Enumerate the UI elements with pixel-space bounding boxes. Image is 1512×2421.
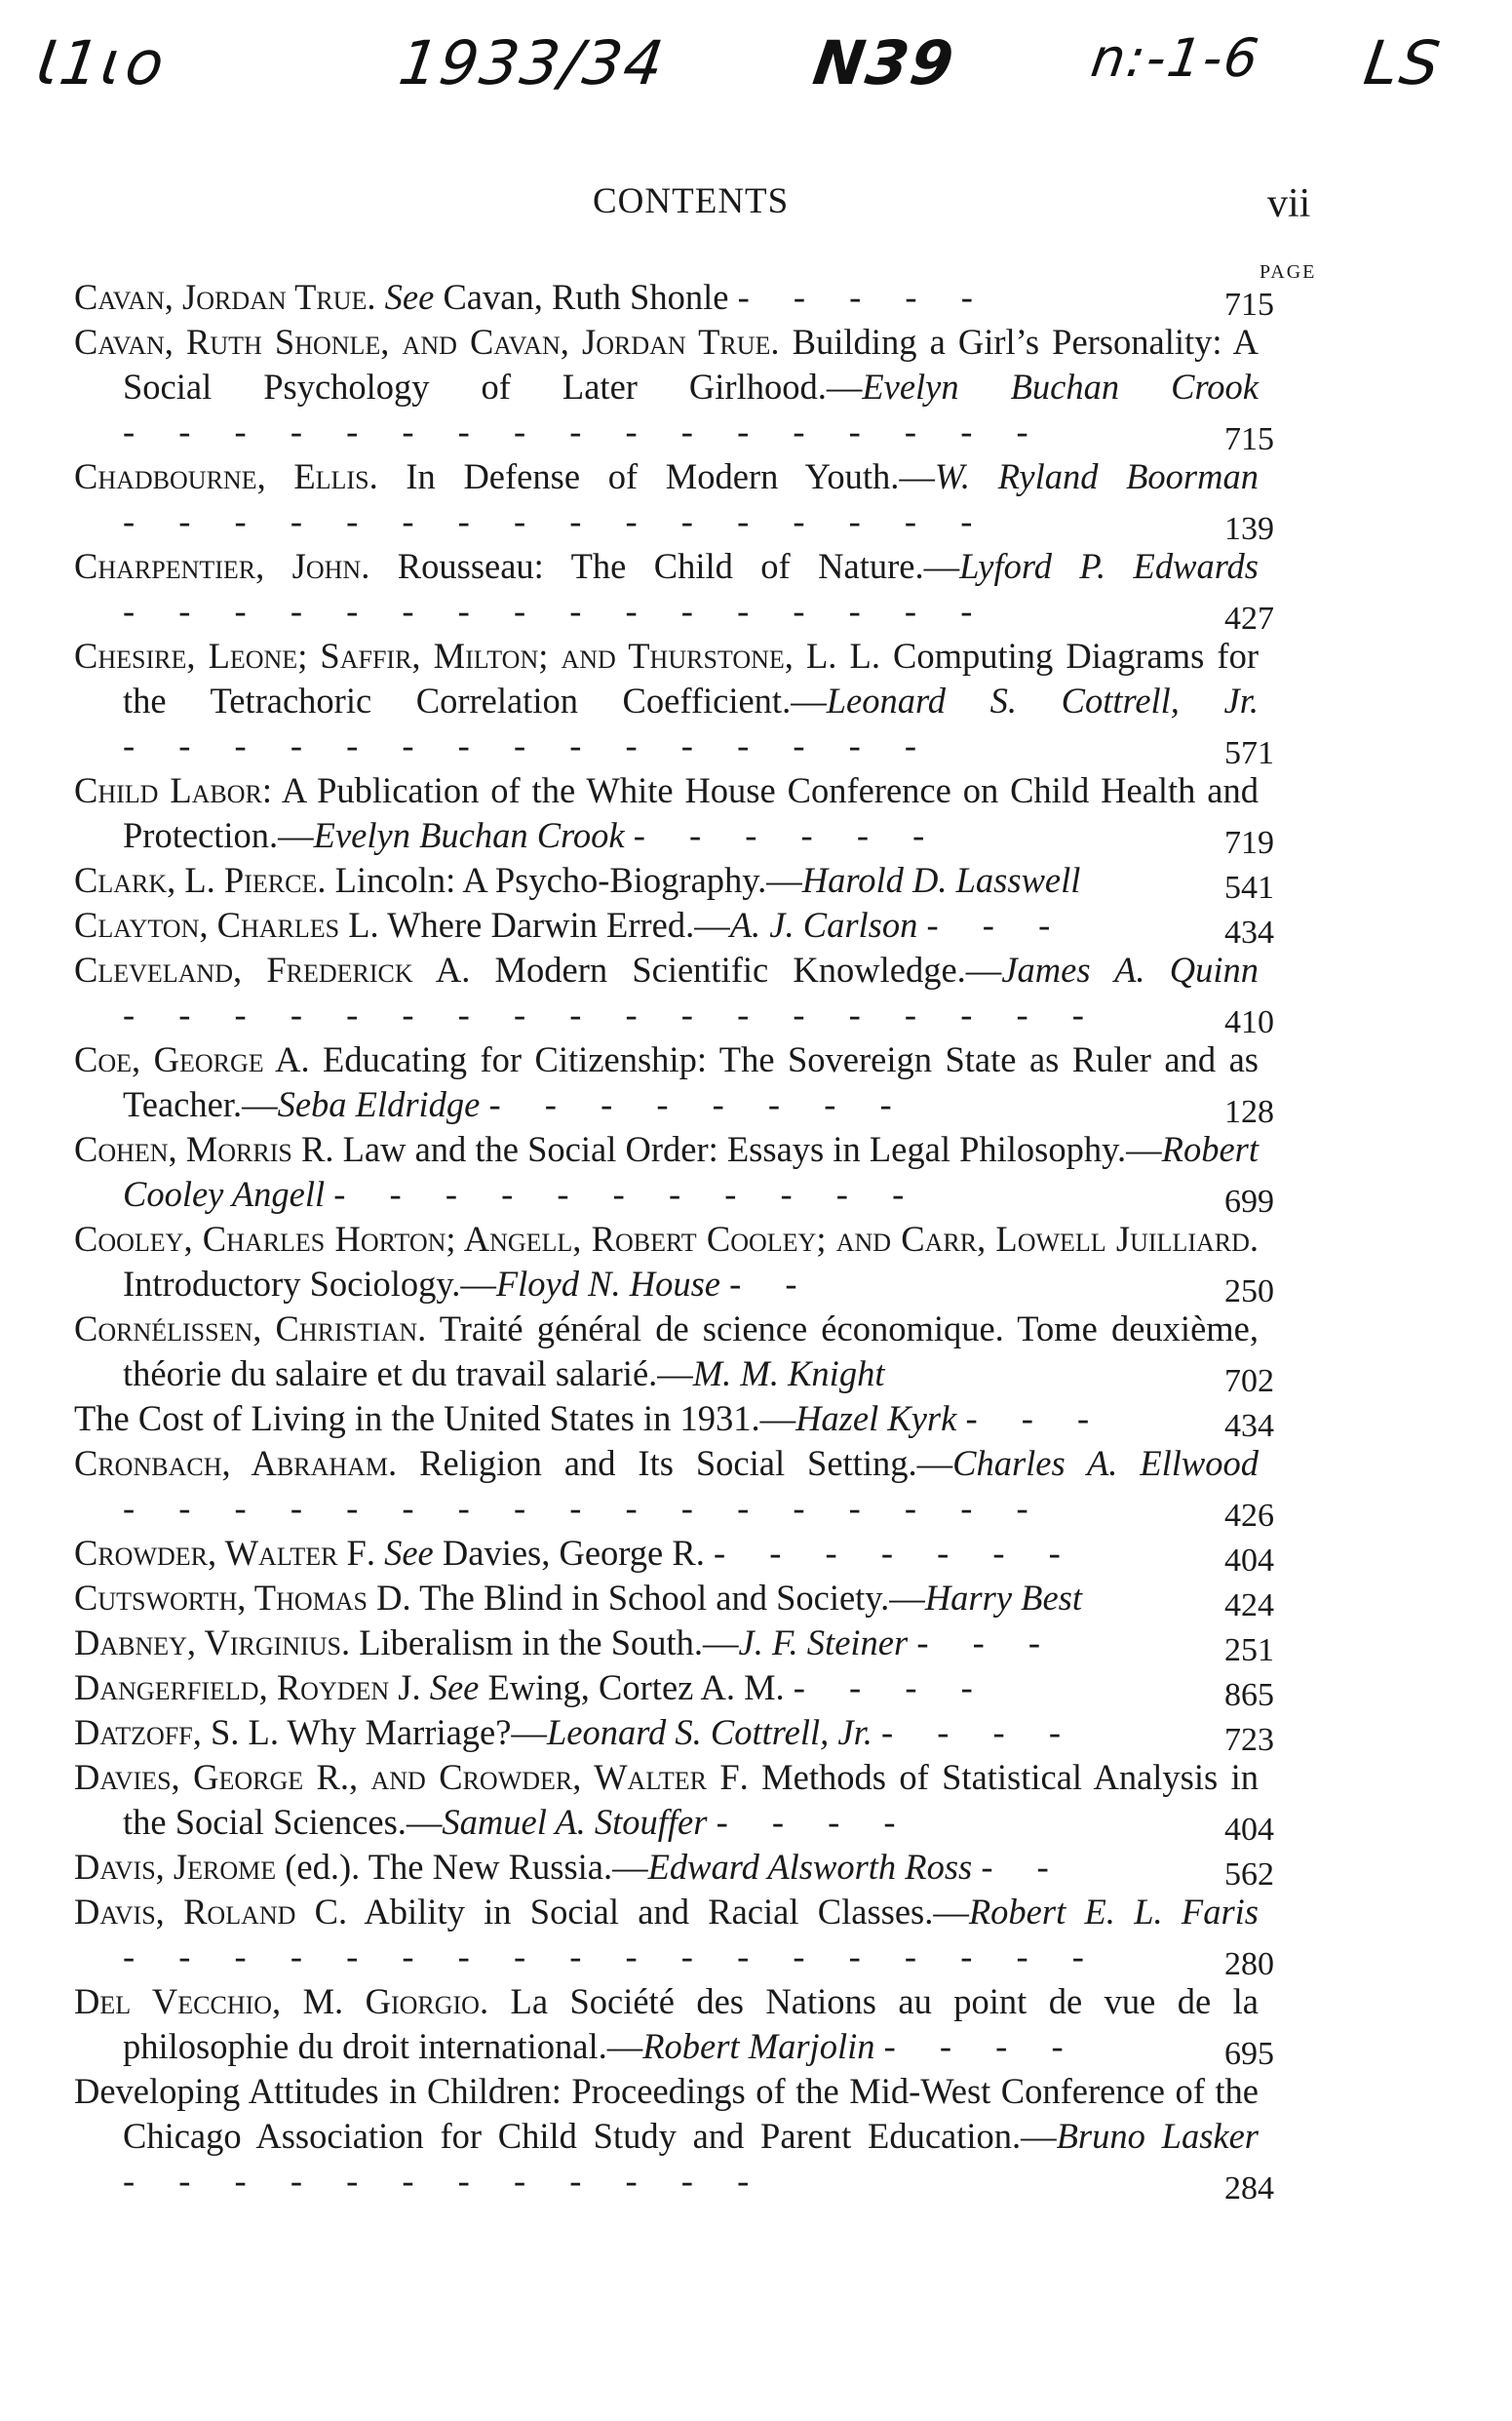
entry-reviewer: Lyford P. Edwards <box>959 546 1259 586</box>
entry-page-number: 702 <box>1224 1363 1274 1399</box>
entry-text-segment: Developing Attitudes in Children: Proceedings of the Mid-West Conference of the Chicago Association for Child Study and Parent Education.— <box>74 2071 1259 2156</box>
entry-page-number: 715 <box>1224 421 1274 457</box>
entry-author: Dabney, Virginius <box>74 1622 341 1662</box>
dot-leader: - - - <box>926 905 1068 945</box>
entry-page-number: 541 <box>1224 870 1274 906</box>
entry-citation <box>74 1441 1259 1531</box>
dot-leader: - - - - - <box>737 277 990 317</box>
entry-citation <box>74 768 1259 858</box>
entry-page-number: 723 <box>1224 1722 1274 1758</box>
contents-entry <box>74 1441 1332 1534</box>
contents-entry <box>74 1396 1332 1444</box>
contents-list <box>74 275 1332 2204</box>
entry-text-segment: . Traité général de science économique. Tome deuxième, théorie du salaire et du travail salarié.— <box>123 1308 1259 1393</box>
entry-citation <box>74 1037 1259 1127</box>
margin-note: n:-1-6 <box>1087 27 1264 89</box>
dot-leader: - - - - - - - - - - - - - - - - - - <box>123 995 1102 1035</box>
entry-text-segment <box>707 1802 716 1842</box>
handwritten-margin-notes <box>0 27 1512 135</box>
entry-citation <box>74 1621 1259 1665</box>
contents-entry <box>74 454 1332 547</box>
dot-leader: - - - - <box>880 1712 1078 1752</box>
entry-author: Cavan, Ruth Shonle, and Cavan, Jordan True <box>74 322 771 362</box>
contents-entry <box>74 1979 1332 2072</box>
entry-text-segment <box>625 815 634 855</box>
entry-author: Cronbach, Abraham <box>74 1443 389 1483</box>
contents-entry <box>74 1621 1332 1668</box>
entry-page-number: 404 <box>1224 1542 1274 1579</box>
entry-reviewer: Harold D. Lasswell <box>801 860 1081 900</box>
entry-reviewer: A. J. Carlson <box>729 905 918 945</box>
dot-leader: - - - - - - - - - - - - - - - - - <box>123 1488 1046 1528</box>
entry-citation <box>74 275 1259 320</box>
contents-entry <box>74 1037 1332 1130</box>
entry-author: Cavan, Jordan True <box>74 277 368 317</box>
dot-leader: - - - - - - - - - - - - - - - - - <box>123 411 1046 451</box>
entry-citation <box>74 948 1259 1037</box>
margin-note: 1933/34 <box>394 27 670 98</box>
dot-leader: - - - - <box>883 2026 1081 2066</box>
dot-leader: - - - <box>965 1398 1107 1438</box>
entry-author: Crowder, Walter F <box>74 1533 367 1573</box>
contents-entry <box>74 1576 1332 1621</box>
entry-reviewer: See <box>384 1533 434 1573</box>
entry-page-number: 719 <box>1224 825 1274 861</box>
entry-author: Cornélissen, Christian <box>74 1308 418 1348</box>
entry-author: Datzoff, S. L <box>74 1712 270 1752</box>
dot-leader: - - - - - - - <box>713 1533 1078 1573</box>
entry-author: Davies, George R., and Crowder, Walter F <box>74 1757 740 1797</box>
page-column-label: PAGE <box>1260 261 1317 283</box>
entry-author: Cleveland, Frederick A <box>74 950 462 990</box>
dot-leader: - - - - - - - - - - - - <box>123 2161 767 2201</box>
entry-page-number: 139 <box>1224 511 1274 547</box>
entry-reviewer: Seba Eldridge <box>277 1084 481 1124</box>
entry-reviewer: Hazel Kyrk <box>795 1398 957 1438</box>
entry-reviewer: Robert E. L. Faris <box>968 1892 1259 1932</box>
entry-text-segment <box>874 2026 883 2066</box>
entry-citation <box>74 1307 1259 1396</box>
entry-text-segment: . <box>367 277 385 317</box>
entry-text-segment: . Educating for Citizenship: The Sovereign State as Ruler and as Teacher.— <box>123 1039 1259 1124</box>
entry-page-number: 427 <box>1224 601 1274 637</box>
entry-citation <box>74 1531 1259 1576</box>
entry-page-number: 695 <box>1224 2036 1274 2072</box>
entry-text-segment: . The Blind in School and Society.— <box>402 1578 925 1618</box>
entry-author: Coe, George A <box>74 1039 301 1079</box>
entry-citation <box>74 1979 1259 2069</box>
entry-author: Clayton, Charles L <box>74 905 370 945</box>
entry-author: Cutsworth, Thomas D <box>74 1578 403 1618</box>
entry-text-segment: . <box>366 1533 385 1573</box>
entry-text-segment: . Ability in Social and Racial Classes.— <box>338 1892 969 1932</box>
entry-author: Child Labor <box>74 770 262 810</box>
entry-text-segment <box>720 1264 729 1304</box>
entry-page-number: 410 <box>1224 1004 1274 1040</box>
entry-text-segment: . Modern Scientific Knowledge.— <box>461 950 1002 990</box>
entry-text-segment: The Cost of Living in the United States in 1931.— <box>74 1398 796 1438</box>
entry-text-segment <box>917 905 926 945</box>
entry-citation <box>74 454 1259 544</box>
dot-leader: - - - - <box>793 1667 990 1707</box>
margin-note: Ɩ1ɩo <box>31 27 171 98</box>
dot-leader: - - - - - - - - <box>488 1084 910 1124</box>
contents-entry <box>74 1890 1332 1982</box>
entry-reviewer: Robert Cooley Angell <box>123 1129 1259 1214</box>
running-head <box>0 180 1512 229</box>
contents-entry <box>74 1217 1332 1307</box>
entry-page-number: 250 <box>1224 1273 1274 1309</box>
entry-citation <box>74 1890 1259 1979</box>
entry-author: Davis, Jerome <box>74 1847 277 1887</box>
entry-page-number: 426 <box>1224 1498 1274 1534</box>
entry-text-segment: . Methods of Statistical Analysis in the Social Sciences.— <box>123 1757 1260 1842</box>
dot-leader: - - - - <box>716 1802 913 1842</box>
entry-text-segment: . Lincoln: A Psycho-Biography.— <box>317 860 802 900</box>
entry-reviewer: M. M. Knight <box>692 1353 885 1393</box>
entry-reviewer: W. Ryland Boorman <box>934 456 1259 496</box>
entry-reviewer: See <box>429 1667 480 1707</box>
page-folio: vii <box>1267 181 1311 226</box>
entry-page-number: 715 <box>1224 287 1274 323</box>
entry-citation <box>74 544 1259 634</box>
entry-author: Cooley, Charles Horton; Angell, Robert Cooley; and Carr, Lowell Juilliard <box>74 1219 1250 1259</box>
dot-leader: - - - - - - - - - - - - - - - <box>123 725 935 765</box>
entry-page-number: 280 <box>1224 1946 1274 1982</box>
entry-reviewer: Edward Alsworth Ross <box>647 1847 973 1887</box>
dot-leader: - - - - - - - - - - - <box>333 1174 922 1214</box>
entry-reviewer: J. F. Steiner <box>738 1622 909 1662</box>
entry-citation <box>74 1755 1259 1845</box>
entry-citation <box>74 1845 1259 1890</box>
entry-text-segment <box>325 1174 333 1214</box>
entry-author: Chadbourne, Ellis <box>74 456 369 496</box>
entry-author: Charpentier, John <box>74 546 362 586</box>
entry-reviewer: James A. Quinn <box>1001 950 1259 990</box>
entry-reviewer: Samuel A. Stouffer <box>442 1802 708 1842</box>
dot-leader: - - - - - - <box>633 815 943 855</box>
entry-citation <box>74 858 1259 903</box>
contents-entry <box>74 1845 1332 1893</box>
entry-reviewer: Robert Marjolin <box>642 2026 875 2066</box>
entry-reviewer: Bruno Lasker <box>1056 2116 1259 2156</box>
page-title: CONTENTS <box>593 181 790 221</box>
entry-text-segment: Davies, George R. <box>433 1533 714 1573</box>
contents-entry <box>74 1127 1332 1220</box>
contents-entry <box>74 634 1332 771</box>
entry-page-number: 865 <box>1224 1677 1274 1713</box>
entry-reviewer: Leonard S. Cottrell, Jr. <box>826 681 1259 721</box>
entry-reviewer: Leonard S. Cottrell, Jr. <box>546 1712 872 1752</box>
entry-text-segment <box>872 1712 881 1752</box>
entry-text-segment: . <box>411 1667 430 1707</box>
entry-author: Chesire, Leone; Saffir, Milton; and Thurstone, L. L <box>74 636 872 676</box>
entry-citation <box>74 1127 1259 1217</box>
entry-page-number: 699 <box>1224 1184 1274 1220</box>
entry-page-number: 571 <box>1224 735 1274 771</box>
entry-reviewer: Evelyn Buchan Crook <box>862 367 1259 407</box>
entry-text-segment: . Building a Girl’s Personality: A Social Psychology of Later Girlhood.— <box>123 322 1259 407</box>
entry-text-segment: . Rousseau: The Child of Nature.— <box>361 546 960 586</box>
entry-page-number: 404 <box>1224 1812 1274 1848</box>
contents-entry <box>74 1531 1332 1579</box>
contents-entry <box>74 903 1332 951</box>
contents-entry <box>74 1755 1332 1848</box>
contents-entry <box>74 275 1332 323</box>
entry-text-segment: . In Defense of Modern Youth.— <box>368 456 935 496</box>
margin-note: LS <box>1359 27 1447 98</box>
entry-text-segment: . Why Marriage?— <box>269 1712 547 1752</box>
dot-leader: - - - - - - - - - - - - - - - - <box>123 501 990 541</box>
entry-text-segment <box>480 1084 488 1124</box>
entry-reviewer: See <box>384 277 435 317</box>
contents-entry <box>74 2069 1332 2204</box>
contents-entry <box>74 768 1332 861</box>
dot-leader: - - - - - - - - - - - - - - - - <box>123 591 990 631</box>
contents-entry <box>74 544 1332 637</box>
entry-author: Del Vecchio, M. Giorgio <box>74 1981 480 2021</box>
entry-text-segment: . La Société des Nations au point de vue de la philosophie du droit international.— <box>123 1981 1259 2066</box>
entry-text-segment: . Introductory Sociology.— <box>123 1219 1259 1304</box>
entry-author: Dangerfield, Royden J <box>74 1667 412 1707</box>
contents-entry <box>74 858 1332 906</box>
entry-page-number: 424 <box>1224 1587 1274 1623</box>
entry-text-segment: Cavan, Ruth Shonle <box>434 277 738 317</box>
entry-page-number: 434 <box>1224 1408 1274 1444</box>
entry-citation <box>74 2069 1259 2204</box>
entry-citation <box>74 1217 1259 1307</box>
entry-text-segment: . Computing Diagrams for the Tetrachoric Correlation Coefficient.— <box>123 636 1259 721</box>
entry-citation <box>74 903 1259 948</box>
entry-text-segment: : A Publication of the White House Conference on Child Health and Protection.— <box>123 770 1259 855</box>
contents-entry <box>74 1710 1332 1758</box>
dot-leader: - - - <box>916 1622 1059 1662</box>
entry-text-segment <box>908 1622 916 1662</box>
dot-leader: - - <box>981 1847 1066 1887</box>
entry-reviewer: Charles A. Ellwood <box>952 1443 1260 1483</box>
entry-text-segment: Ewing, Cortez A. M. <box>479 1667 794 1707</box>
entry-text-segment: (ed.). The New Russia.— <box>276 1847 648 1887</box>
entry-text-segment: . Liberalism in the South.— <box>340 1622 739 1662</box>
entry-citation <box>74 1576 1259 1621</box>
entry-author: Clark, L. Pierce <box>74 860 318 900</box>
entry-page-number: 251 <box>1224 1632 1274 1668</box>
entry-citation <box>74 1396 1259 1441</box>
entry-text-segment: . Religion and Its Social Setting.— <box>388 1443 953 1483</box>
dot-leader: - - - - - - - - - - - - - - - - - - <box>123 1936 1102 1976</box>
entry-citation <box>74 320 1259 454</box>
entry-reviewer: Harry Best <box>924 1578 1082 1618</box>
margin-note: N39 <box>808 27 960 98</box>
contents-entry <box>74 1665 1332 1713</box>
entry-text-segment: . Where Darwin Erred.— <box>369 905 730 945</box>
contents-entry <box>74 948 1332 1040</box>
entry-author: Davis, Roland C <box>74 1892 339 1932</box>
entry-page-number: 284 <box>1224 2170 1274 2206</box>
dot-leader: - - <box>729 1264 815 1304</box>
contents-entry <box>74 1307 1332 1399</box>
entry-page-number: 434 <box>1224 915 1274 951</box>
entry-reviewer: Evelyn Buchan Crook <box>313 815 625 855</box>
entry-citation <box>74 634 1259 768</box>
entry-page-number: 562 <box>1224 1856 1274 1893</box>
entry-citation <box>74 1665 1259 1710</box>
entry-author: Cohen, Morris R <box>74 1129 326 1169</box>
entry-reviewer: Floyd N. House <box>495 1264 720 1304</box>
entry-text-segment: . Law and the Social Order: Essays in Legal Philosophy.— <box>325 1129 1162 1169</box>
entry-page-number: 128 <box>1224 1094 1274 1130</box>
contents-entry <box>74 320 1332 457</box>
entry-citation <box>74 1710 1259 1755</box>
